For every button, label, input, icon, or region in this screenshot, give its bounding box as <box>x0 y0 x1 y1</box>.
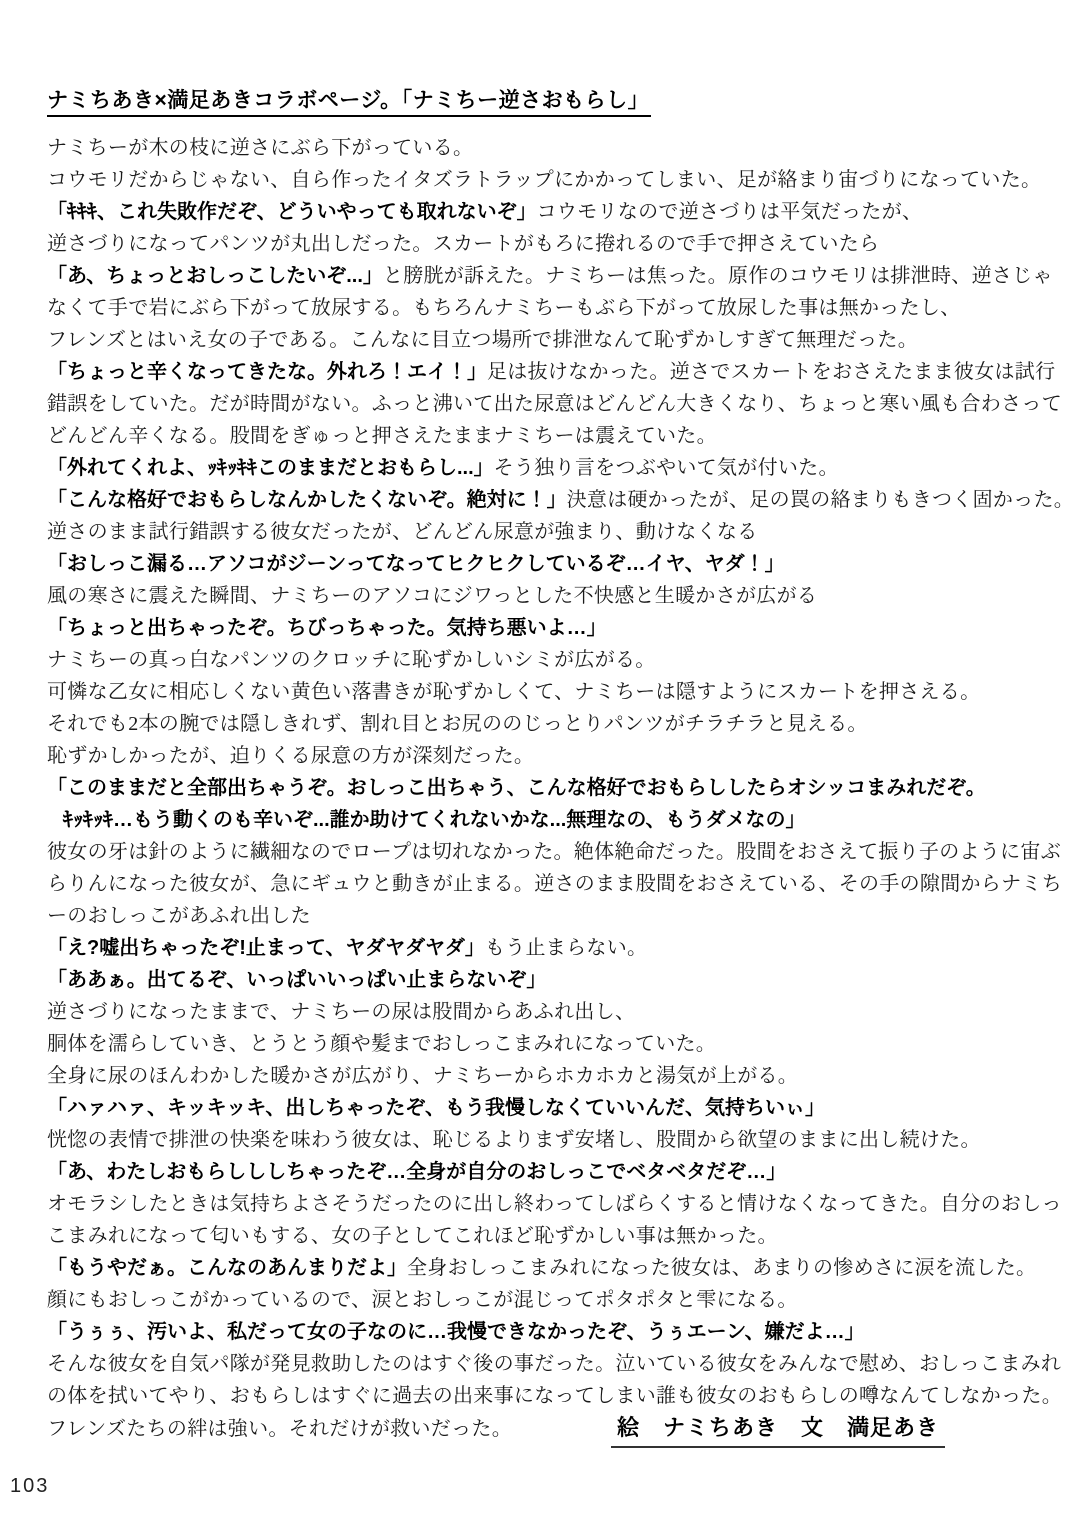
line-text <box>47 1129 981 1151</box>
line-text <box>47 297 961 319</box>
text-line <box>47 1220 1035 1252</box>
narration-segment: コウモリなので逆さづりは平気だったが、 <box>536 201 923 223</box>
text-line <box>47 964 1035 996</box>
text-line <box>47 804 1035 836</box>
line-text <box>47 361 1055 383</box>
line-text <box>47 169 1041 191</box>
narration-segment: フレンズとはいえ女の子である。こんなに目立つ場所で排泄なんて恥ずかしすぎて無理だった。 <box>47 329 918 351</box>
text-line <box>47 356 1056 388</box>
line-text <box>47 393 1062 415</box>
dialogue-segment: 「このままだと全部出ちゃうぞ。おしっこ出ちゃう、こんな格好でおもらししたらオシッコまみれだぞ。 <box>47 777 986 799</box>
text-line <box>47 132 1035 164</box>
text-line <box>47 868 1062 900</box>
dialogue-segment: 「え?嘘出ちゃったぞ!止まって、ヤダヤダヤダ」 <box>47 937 485 959</box>
line-text <box>63 809 806 831</box>
line-text <box>47 1289 798 1311</box>
narration-segment: そう独り言をつぶやいて気が付いた。 <box>493 457 839 479</box>
line-text <box>47 1353 1061 1375</box>
line-text <box>47 201 922 223</box>
text-line <box>47 1156 1035 1188</box>
line-text <box>47 457 839 479</box>
line-text <box>47 1065 798 1087</box>
text-line <box>47 996 1035 1028</box>
line-text <box>47 777 986 799</box>
narration-segment: なくて手で岩にぶら下がって放尿する。もちろんナミちーもぶら下がって放尿した事は無かったし、 <box>47 297 961 319</box>
line-text <box>47 617 607 639</box>
text-line <box>47 292 1035 324</box>
line-text <box>47 649 656 671</box>
text-line <box>47 1284 1035 1316</box>
narration-segment: どんどん辛くなる。股間をぎゅっと押さえたままナミちーは震えていた。 <box>47 425 717 447</box>
narration-segment: 顔にもおしっこがかっているので、涙とおしっこが混じってポタポタと雫になる。 <box>47 1289 798 1311</box>
line-text <box>47 1413 512 1445</box>
dialogue-segment: 「ちょっと辛くなってきたな。外れろ！エイ！」 <box>47 361 487 383</box>
text-line <box>47 164 1042 196</box>
text-line <box>47 676 1035 708</box>
line-text <box>47 1097 825 1119</box>
text-line <box>47 228 1035 260</box>
line-text <box>47 521 758 543</box>
text-line <box>47 836 1061 868</box>
page-number: 103 <box>10 1475 50 1497</box>
narration-segment: オモラシしたときは気持ちよさそうだったのに出し終わってしばらくすると情けなくなってきた。自分のおしっ <box>47 1193 1062 1215</box>
line-text <box>47 425 717 447</box>
text-line <box>47 612 1035 644</box>
narration-segment: そんな彼女を自気パ隊が発見救助したのはすぐ後の事だった。泣いている彼女をみんなで慰め、おしっこまみれ <box>47 1353 1062 1375</box>
text-line <box>47 1188 1062 1220</box>
narration-segment: の体を拭いてやり、おもらしはすぐに過去の出来事になってしまい誰も彼女のおもらしの噂なんてしなかった。 <box>47 1385 1062 1407</box>
line-text <box>47 137 473 159</box>
text-line <box>47 900 1035 932</box>
narration-segment: 逆さづりになってパンツが丸出しだった。スカートがもろに捲れるので手で押さえていたら <box>47 233 880 255</box>
text-line <box>47 196 1035 228</box>
dialogue-segment: 「あ、ちょっとおしっこしたいぞ...」 <box>47 265 383 287</box>
narration-segment: 可憐な乙女に相応しくない黄色い落書きが恥ずかしくて、ナミちーは隠すようにスカートを押さえる。 <box>47 681 981 703</box>
text-line <box>47 452 1035 484</box>
dialogue-segment: 「ｷｷｷ、これ失敗作だぞ、どういやっても取れないぞ」 <box>47 201 537 223</box>
text-line <box>47 420 1035 452</box>
text-line <box>47 772 1035 804</box>
text-line <box>47 708 1035 740</box>
dialogue-segment: ｷｯｷｯｷ…もう動くのも辛いぞ...誰か助けてくれないかな...無理なの、もうダメなの」 <box>63 809 806 831</box>
text-line <box>47 932 1035 964</box>
line-text <box>47 1385 1062 1407</box>
line-text <box>47 1225 778 1247</box>
narration-segment: 風の寒さに震えた瞬間、ナミちーのアソコにジワっとした不快感と生暖かさが広がる <box>47 585 818 607</box>
narration-segment: 全身おしっこまみれになった彼女は、あまりの惨めさに涙を流した。 <box>407 1257 1037 1279</box>
narration-segment: 全身に尿のほんわかした暖かさが広がり、ナミちーからホカホカと湯気が上がる。 <box>47 1065 799 1087</box>
narration-segment: 彼女の牙は針のように繊細なのでロープは切れなかった。絶体絶命だった。股間をおさえて振り子のように宙ぶ <box>47 841 1061 863</box>
line-text <box>47 553 785 575</box>
dialogue-segment: 「外れてくれよ、ｯｷｯｷｷこのままだとおもらし...」 <box>47 457 494 479</box>
narration-segment: もう止まらない。 <box>484 937 648 959</box>
line-text <box>47 329 918 351</box>
line-text <box>47 681 980 703</box>
text-line <box>47 1252 1035 1284</box>
text-line <box>47 1028 1035 1060</box>
narration-segment: フレンズたちの絆は強い。それだけが救いだった。 <box>47 1418 512 1440</box>
line-text <box>47 1161 786 1183</box>
narration-segment: コウモリだからじゃない、自ら作ったイタズラトラップにかかってしまい、足が絡まり宙づりになっていた。 <box>47 169 1042 191</box>
text-line <box>47 740 1035 772</box>
text-line <box>47 1348 1062 1380</box>
text-line <box>47 548 1035 580</box>
text-line <box>47 388 1062 420</box>
text-line <box>47 324 1035 356</box>
narration-segment: ナミちーの真っ白なパンツのクロッチに恥ずかしいシミが広がる。 <box>47 649 656 671</box>
dialogue-segment: 「もうやだぁ。こんなのあんまりだよ」 <box>47 1257 407 1279</box>
narration-segment: こまみれになって匂いもする、女の子としてこれほど恥ずかしい事は無かった。 <box>47 1225 778 1247</box>
narration-segment: 逆さづりになったままで、ナミちーの尿は股間からあふれ出し、 <box>47 1001 636 1023</box>
document-page <box>47 88 1075 1444</box>
narration-segment: と膀胱が訴えた。ナミちーは焦った。原作のコウモリは排泄時、逆さじゃ <box>382 265 1053 287</box>
line-text <box>47 841 1061 863</box>
line-text <box>47 585 817 607</box>
dialogue-segment: 「ちょっと出ちゃったぞ。ちびっちゃった。気持ち悪いよ…」 <box>47 617 607 639</box>
text-line <box>47 1060 1035 1092</box>
line-text <box>47 489 1074 511</box>
line-text <box>47 745 534 767</box>
dialogue-segment: 「うぅぅ、汚いよ、私だって女の子なのに…我慢できなかったぞ、うぅエーン、嫌だよ…」 <box>47 1321 865 1343</box>
text-line <box>47 516 1035 548</box>
text-line <box>47 580 1035 612</box>
text-line <box>47 644 1035 676</box>
text-line <box>47 1412 1035 1444</box>
narration-segment: 恥ずかしかったが、迫りくる尿意の方が深刻だった。 <box>47 745 535 767</box>
line-text <box>47 873 1062 895</box>
text-body <box>47 132 1075 1444</box>
line-text <box>47 969 546 991</box>
dialogue-segment: 「ハァハァ、キッキッキ、出しちゃったぞ、もう我慢しなくていいんだ、気持ちいぃ」 <box>47 1097 825 1119</box>
line-text <box>47 265 1053 287</box>
narration-segment: 決意は硬かったが、足の罠の絡まりもきつく固かった。 <box>566 489 1075 511</box>
line-text <box>47 1001 635 1023</box>
line-text <box>47 937 647 959</box>
line-text <box>47 1321 865 1343</box>
line-text <box>47 1257 1036 1279</box>
narration-segment: 胴体を濡らしていき、とうとう顔や髪までおしっこまみれになっていた。 <box>47 1033 717 1055</box>
text-line <box>47 1092 1035 1124</box>
dialogue-segment: 「ああぁ。出てるぞ、いっぱいいっぱい止まらないぞ」 <box>47 969 547 991</box>
narration-segment: 足は抜けなかった。逆さでスカートをおさえたまま彼女は試行 <box>487 361 1056 383</box>
author-credit: 絵 ナミちあき 文 満足あき <box>611 1412 945 1448</box>
page-title: ナミちあき×満足あきコラボページ。「ナミちー逆さおもらし」 <box>47 88 651 117</box>
narration-segment: 逆さのまま試行錯誤する彼女だったが、どんどん尿意が強まり、動けなくなる <box>47 521 758 543</box>
line-text <box>47 1033 716 1055</box>
text-line <box>47 484 1075 516</box>
text-line <box>47 1380 1062 1412</box>
narration-segment: 錯誤をしていた。だが時間がない。ふっと沸いて出た尿意はどんどん大きくなり、ちょっと寒い風も合わさって <box>47 393 1062 415</box>
narration-segment: 恍惚の表情で排泄の快楽を味わう彼女は、恥じるよりまず安堵し、股間から欲望のままに出し続けた。 <box>47 1129 981 1151</box>
dialogue-segment: 「おしっこ漏る…アソコがジーンってなってヒクヒクしているぞ…イヤ、ヤダ！」 <box>47 553 785 575</box>
text-line <box>47 260 1053 292</box>
line-text <box>47 713 868 735</box>
dialogue-segment: 「あ、わたしおもらしししちゃったぞ…全身が自分のおしっこでベタベタだぞ…」 <box>47 1161 787 1183</box>
line-text <box>47 233 879 255</box>
line-text <box>47 905 311 927</box>
dialogue-segment: 「こんな格好でおもらしなんかしたくないぞ。絶対に！」 <box>47 489 567 511</box>
narration-segment: ナミちーが木の枝に逆さにぶら下がっている。 <box>47 137 474 159</box>
line-text <box>47 1193 1062 1215</box>
narration-segment: らりんになった彼女が、急にギュウと動きが止まる。逆さのまま股間をおさえている、その手の隙間からナミち <box>47 873 1062 895</box>
narration-segment: ーのおしっこがあふれ出した <box>47 905 311 927</box>
text-line <box>47 1124 1035 1156</box>
narration-segment: それでも2本の腕では隠しきれず、割れ目とお尻ののじっとりパンツがチラチラと見える。 <box>47 713 868 735</box>
text-line <box>47 1316 1035 1348</box>
